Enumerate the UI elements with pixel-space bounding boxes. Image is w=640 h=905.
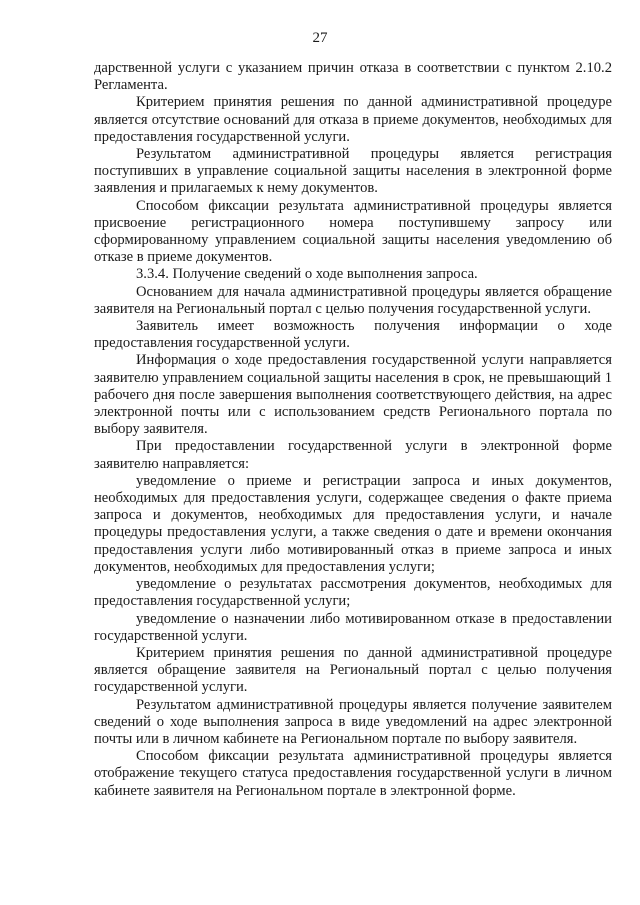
- paragraph: Результатом административной процедуры является получение заявителем сведений о ходе выполнения запроса в виде уведомлений на адрес электронной почты или в личном кабинете на Региональном портале по выбору заявителя.: [94, 696, 612, 747]
- document-body: [94, 60, 612, 800]
- paragraph: Основанием для начала административной процедуры является обращение заявителя на Региональный портал с целью получения государственной услуги.: [94, 283, 612, 317]
- section-heading: 3.3.4. Получение сведений о ходе выполнения запроса.: [136, 266, 478, 283]
- list-item: уведомление о назначении либо мотивированном отказе в предоставлении государственной услуги.: [94, 610, 612, 644]
- paragraph: дарственной услуги с указанием причин отказа в соответствии с пунктом 2.10.2 Регламента.: [94, 60, 612, 94]
- paragraph: Критерием принятия решения по данной административной процедуре является обращение заявителя на Региональный портал с целью получения государственной услуги.: [94, 644, 612, 696]
- paragraph: Способом фиксации результата административной процедуры является отображение текущего статуса предоставления государственной услуги в личном кабинете заявителя на Региональном портале в электронной форме.: [94, 748, 612, 799]
- paragraph: Информация о ходе предоставления государственной услуги направляется заявителю управлением социальной защиты населения в срок, не превышающий 1 рабочего дня после завершения выполнения соответствующего действия, на адрес электронной почты или с использованием средств Регионального портала по выбору заявителя.: [94, 352, 612, 438]
- paragraph: Результатом административной процедуры является регистрация поступивших в управление социальной защиты населения в электронной форме заявления и прилагаемых к нему документов.: [94, 146, 612, 197]
- paragraph: Критерием принятия решения по данной административной процедуре является отсутствие оснований для отказа в приеме документов, необходимых для предоставления государственной услуги.: [94, 94, 612, 145]
- list-item: уведомление о приеме и регистрации запроса и иных документов, необходимых для предоставления услуги, содержащее сведения о факте приема запроса и документов, необходимых для предоставления услуги, и начале процедуры предоставления услуги, а также сведения о дате и времени окончания предоставления услуги либо мотивированный отказ в приеме запроса и иных документов, необходимых для предоставления услуги;: [94, 472, 612, 575]
- paragraph: Заявитель имеет возможность получения информации о ходе предоставления государственной услуги.: [94, 318, 612, 352]
- paragraph: Способом фиксации результата административной процедуры является присвоение регистрационного номера поступившему запросу или сформированному управлением социальной защиты населения уведомлению об отказе в приеме документов.: [94, 197, 612, 266]
- page-number: 27: [312, 30, 328, 46]
- paragraph: При предоставлении государственной услуги в электронной форме заявителю направляется:: [94, 438, 612, 472]
- list-item: уведомление о результатах рассмотрения документов, необходимых для предоставления государственной услуги;: [94, 576, 612, 610]
